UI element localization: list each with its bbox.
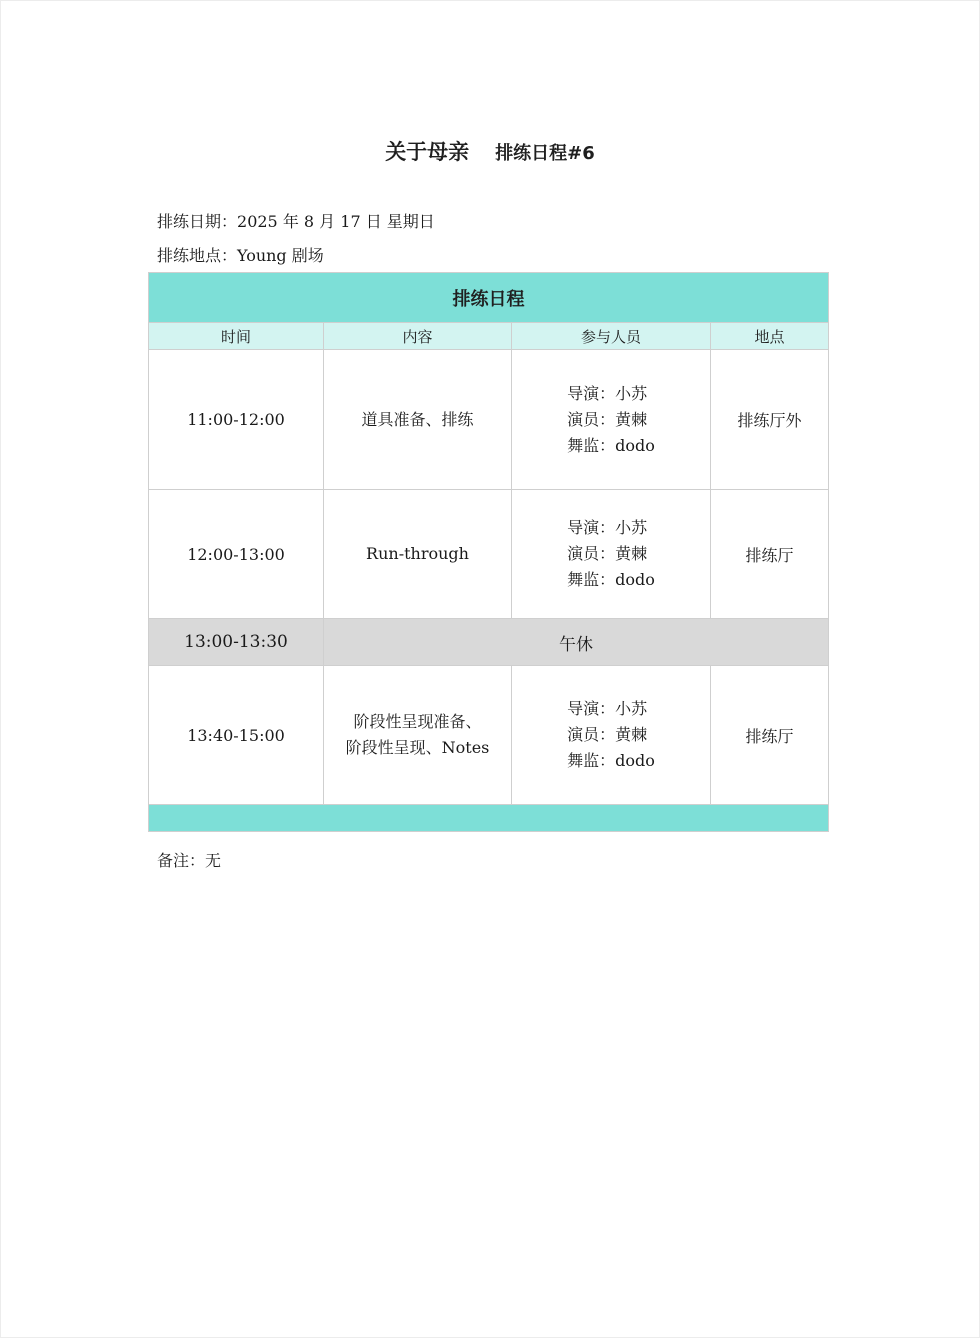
column-header-time: 时间 <box>149 323 324 350</box>
remarks-label: 备注： <box>157 851 206 870</box>
play-title: 关于母亲 <box>385 140 470 164</box>
content-line: 阶段性呈现准备、 <box>353 712 482 731</box>
participant-actor: 演员：黄棘 <box>567 409 648 429</box>
participant-stage-manager: 舞监：dodo <box>567 435 655 455</box>
content-line: Run-through <box>366 544 469 563</box>
time-cell: 13:00-13:30 <box>149 619 324 666</box>
participant-director: 导演：小苏 <box>567 518 648 537</box>
location-cell: 排练厅 <box>711 490 829 619</box>
participants-cell <box>512 350 711 490</box>
participant-stage-manager: 舞监：dodo <box>567 751 655 770</box>
rehearsal-venue <box>157 246 324 266</box>
participants-cell <box>512 490 711 619</box>
schedule-table <box>148 272 829 832</box>
table-row-break <box>149 619 829 666</box>
column-header-participants: 参与人员 <box>512 323 711 350</box>
content-line: 阶段性呈现、Notes <box>345 738 490 757</box>
location-cell: 排练厅 <box>711 666 829 805</box>
schedule-number: 排练日程#6 <box>495 143 595 164</box>
time-cell: 12:00-13:00 <box>149 490 324 619</box>
location-cell: 排练厅外 <box>711 350 829 490</box>
table-footer <box>149 805 829 832</box>
time-cell: 13:40-15:00 <box>149 666 324 805</box>
content-line: 道具准备、排练 <box>361 409 474 429</box>
participant-director: 导演：小苏 <box>567 383 648 403</box>
table-row <box>149 666 829 805</box>
column-header-location: 地点 <box>711 323 829 350</box>
rehearsal-venue-value: Young 剧场 <box>237 246 324 265</box>
remarks <box>157 851 221 871</box>
rehearsal-date-label: 排练日期： <box>157 212 238 231</box>
time-cell: 11:00-12:00 <box>149 350 324 490</box>
participants-cell <box>512 666 711 805</box>
rehearsal-date <box>157 212 435 232</box>
table-row <box>149 490 829 619</box>
content-cell <box>324 490 512 619</box>
column-header-content: 内容 <box>324 323 512 350</box>
rehearsal-venue-label: 排练地点： <box>157 246 238 265</box>
table-footer-bar <box>149 805 829 832</box>
rehearsal-date-value: 2025 年 8 月 17 日 星期日 <box>237 212 435 231</box>
participant-director: 导演：小苏 <box>567 699 648 718</box>
participant-actor: 演员：黄棘 <box>567 544 648 563</box>
table-title: 排练日程 <box>149 273 829 323</box>
content-cell <box>324 350 512 490</box>
table-row <box>149 350 829 490</box>
content-cell <box>324 666 512 805</box>
lunch-break-cell: 午休 <box>324 619 829 666</box>
document-title <box>0 136 980 166</box>
participant-actor: 演员：黄棘 <box>567 725 648 744</box>
remarks-value: 无 <box>205 851 222 870</box>
participant-stage-manager: 舞监：dodo <box>567 570 655 589</box>
